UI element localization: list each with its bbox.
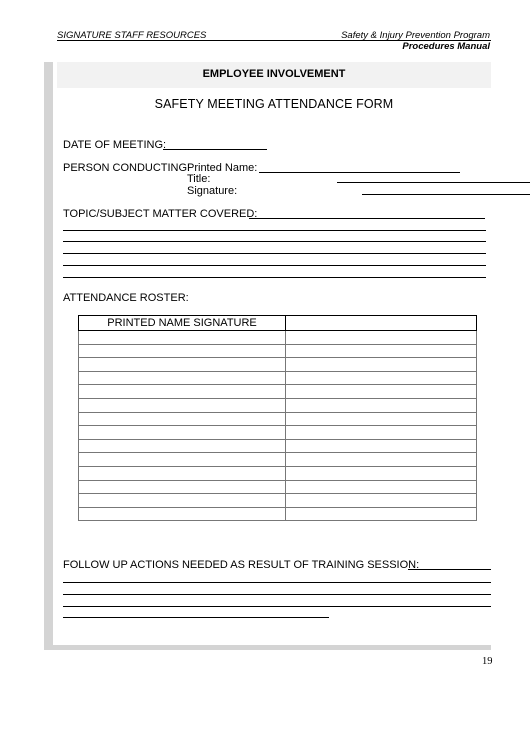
roster-signature-cell[interactable] <box>286 371 477 385</box>
follow-up-line[interactable] <box>63 582 491 583</box>
page-number: 19 <box>482 656 493 667</box>
roster-name-cell[interactable] <box>79 385 286 399</box>
form-title: SAFETY MEETING ATTENDANCE FORM <box>154 97 394 111</box>
roster-name-cell[interactable] <box>79 344 286 358</box>
roster-row <box>79 426 477 440</box>
roster-signature-cell[interactable] <box>286 426 477 440</box>
page-frame-left <box>44 62 53 650</box>
page-frame-bottom <box>44 645 491 650</box>
roster-header-blank <box>286 316 477 331</box>
roster-name-cell[interactable] <box>79 494 286 508</box>
date-of-meeting-field[interactable] <box>163 149 267 150</box>
topic-line[interactable] <box>63 241 486 242</box>
follow-up-line[interactable] <box>63 617 329 618</box>
signature-field[interactable] <box>362 194 530 195</box>
roster-row <box>79 480 477 494</box>
roster-name-cell[interactable] <box>79 412 286 426</box>
roster-row <box>79 494 477 508</box>
roster-signature-cell[interactable] <box>286 398 477 412</box>
roster-row <box>79 371 477 385</box>
topic-field[interactable] <box>249 218 485 219</box>
roster-signature-cell[interactable] <box>286 344 477 358</box>
roster-row <box>79 412 477 426</box>
roster-signature-cell[interactable] <box>286 439 477 453</box>
title-field[interactable] <box>337 182 530 183</box>
roster-row <box>79 466 477 480</box>
topic-line[interactable] <box>63 265 486 266</box>
roster-signature-cell[interactable] <box>286 331 477 345</box>
follow-up-field[interactable] <box>408 569 491 570</box>
section-title: EMPLOYEE INVOLVEMENT <box>202 68 346 80</box>
person-conducting-label: PERSON CONDUCTING: <box>63 162 191 174</box>
roster-row <box>79 453 477 467</box>
roster-row <box>79 331 477 345</box>
roster-signature-cell[interactable] <box>286 480 477 494</box>
topic-line[interactable] <box>63 277 486 278</box>
topic-line[interactable] <box>63 253 486 254</box>
header-organization: SIGNATURE STAFF RESOURCES <box>57 30 207 41</box>
roster-signature-cell[interactable] <box>286 494 477 508</box>
roster-signature-cell[interactable] <box>286 453 477 467</box>
roster-name-cell[interactable] <box>79 426 286 440</box>
roster-row <box>79 358 477 372</box>
roster-row <box>79 398 477 412</box>
roster-row <box>79 344 477 358</box>
roster-name-cell[interactable] <box>79 331 286 345</box>
follow-up-line[interactable] <box>63 594 491 595</box>
roster-signature-cell[interactable] <box>286 358 477 372</box>
roster-name-cell[interactable] <box>79 453 286 467</box>
attendance-roster-table <box>78 315 477 521</box>
follow-up-label: FOLLOW UP ACTIONS NEEDED AS RESULT OF TRAINING SESSION: <box>63 559 420 571</box>
signature-label: Signature: <box>187 185 238 197</box>
roster-row <box>79 507 477 521</box>
printed-name-label: Printed Name: <box>187 162 258 174</box>
follow-up-line[interactable] <box>63 606 491 607</box>
title-label: Title: <box>187 173 211 185</box>
date-of-meeting-label: DATE OF MEETING: <box>63 139 167 151</box>
roster-name-cell[interactable] <box>79 507 286 521</box>
printed-name-field[interactable] <box>259 172 460 173</box>
roster-name-cell[interactable] <box>79 398 286 412</box>
topic-label: TOPIC/SUBJECT MATTER COVERED: <box>63 208 258 220</box>
roster-name-cell[interactable] <box>79 439 286 453</box>
header-manual: Procedures Manual <box>402 41 490 52</box>
roster-name-cell[interactable] <box>79 371 286 385</box>
roster-row <box>79 439 477 453</box>
roster-header-name: PRINTED NAME SIGNATURE <box>79 316 286 331</box>
roster-signature-cell[interactable] <box>286 412 477 426</box>
header-program: Safety & Injury Prevention Program <box>341 30 490 41</box>
roster-name-cell[interactable] <box>79 358 286 372</box>
roster-signature-cell[interactable] <box>286 466 477 480</box>
roster-header-row <box>79 316 477 331</box>
roster-name-cell[interactable] <box>79 466 286 480</box>
topic-line[interactable] <box>63 230 486 231</box>
roster-row <box>79 385 477 399</box>
attendance-roster-label: ATTENDANCE ROSTER: <box>63 292 189 304</box>
roster-signature-cell[interactable] <box>286 385 477 399</box>
roster-signature-cell[interactable] <box>286 507 477 521</box>
roster-name-cell[interactable] <box>79 480 286 494</box>
